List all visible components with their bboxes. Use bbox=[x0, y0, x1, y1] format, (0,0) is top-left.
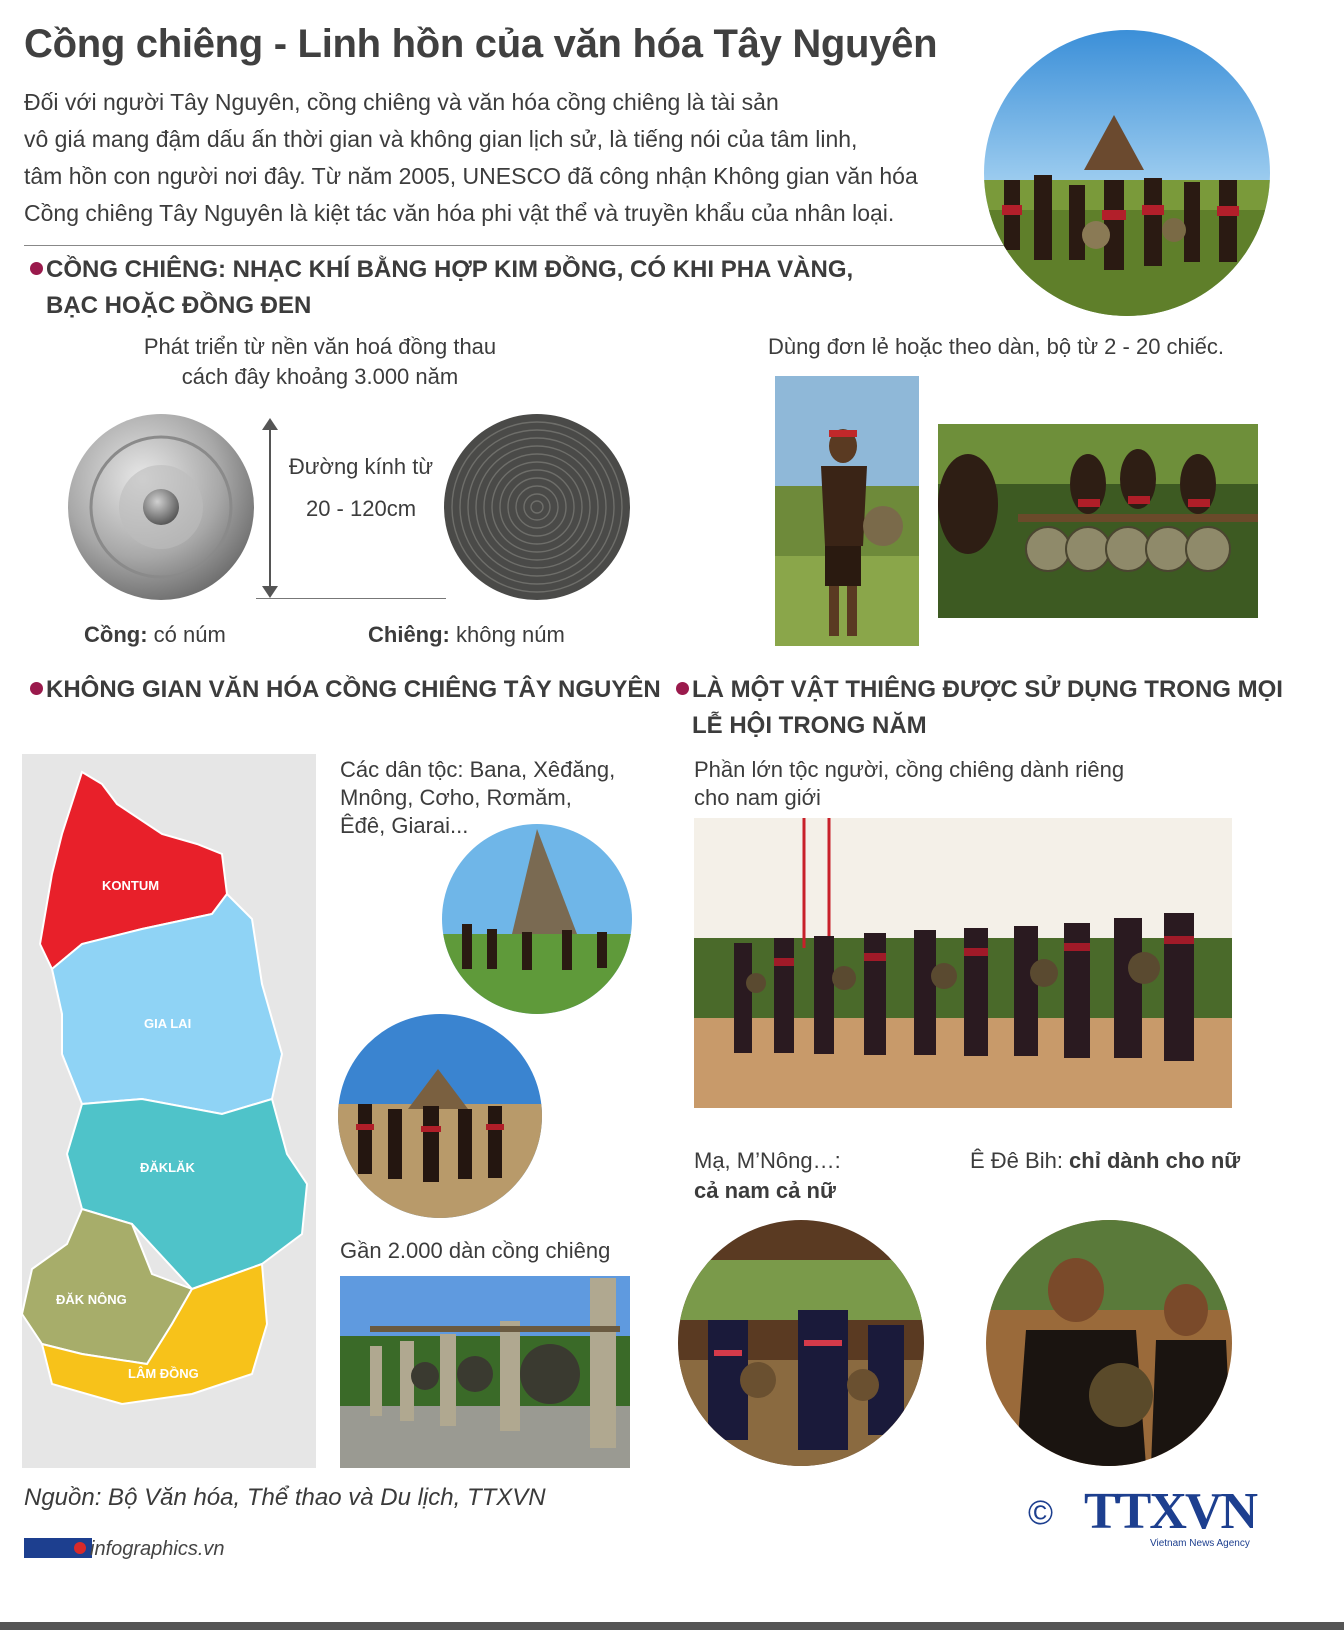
festival-photo bbox=[984, 30, 1270, 316]
male-line: Phần lớn tộc người, cồng chiêng dành riêng bbox=[694, 757, 1125, 782]
province-daknong: ĐĂK NÔNG bbox=[56, 1292, 127, 1307]
map-panel bbox=[22, 754, 316, 1468]
dancers-line-photo bbox=[694, 818, 1232, 1108]
ma-caption bbox=[694, 1146, 841, 1206]
gong-pillars-photo bbox=[340, 1276, 630, 1468]
intro-paragraph bbox=[24, 84, 1004, 232]
section-heading-space bbox=[30, 672, 661, 708]
gong-label: Cồng: bbox=[84, 622, 148, 647]
ede-label: Ê Đê Bih: bbox=[970, 1148, 1070, 1173]
heading-line: LỄ HỘI TRONG NĂM bbox=[692, 712, 927, 739]
male-line: cho nam giới bbox=[694, 785, 821, 810]
heading-line: KHÔNG GIAN VĂN HÓA CỒNG CHIÊNG TÂY NGUYÊN bbox=[46, 676, 661, 703]
gong-caption bbox=[84, 620, 226, 650]
origin-line: Phát triển từ nền văn hoá đồng thau bbox=[143, 334, 497, 359]
ethnic-line: Mnông, Cơho, Rơmăm, bbox=[340, 785, 572, 810]
ma-line: cả nam cả nữ bbox=[694, 1178, 836, 1203]
logo-subtitle: Vietnam News Agency bbox=[1150, 1538, 1250, 1549]
ttxvn-small-logo-icon bbox=[24, 1538, 92, 1558]
copyright-icon: © bbox=[1028, 1494, 1054, 1532]
province-lamdong: LÂM ĐỒNG bbox=[128, 1366, 199, 1381]
origin-caption bbox=[60, 332, 580, 392]
usage-caption: Dùng đơn lẻ hoặc theo dàn, bộ từ 2 - 20 chiếc. bbox=[768, 334, 1225, 359]
footer-bar bbox=[0, 1622, 1344, 1630]
intro-line: Cồng chiêng Tây Nguyên là kiệt tác văn hóa phi vật thể và truyền khẩu của nhân loại. bbox=[24, 200, 895, 226]
heading-line: LÀ MỘT VẬT THIÊNG ĐƯỢC SỬ DỤNG TRONG MỌI bbox=[692, 676, 1283, 703]
bullet-icon bbox=[676, 682, 689, 695]
divider bbox=[24, 245, 1034, 246]
bullet-icon bbox=[30, 682, 43, 695]
diameter-line: Đường kính từ bbox=[288, 454, 434, 479]
gong-ensemble-photo bbox=[938, 424, 1258, 618]
section-heading-sacred bbox=[676, 672, 1283, 744]
bullet-icon bbox=[30, 262, 43, 275]
ma-line: Mạ, M’Nông…: bbox=[694, 1148, 841, 1173]
page-title: Cồng chiêng - Linh hồn của văn hóa Tây Nguyên bbox=[24, 22, 938, 66]
gong-image bbox=[66, 412, 256, 602]
ethnic-line: Các dân tộc: Bana, Xêđăng, bbox=[340, 757, 616, 782]
heading-line: BẠC HOẶC ĐỒNG ĐEN bbox=[46, 292, 312, 319]
ttxvn-logo: TTXVN bbox=[1084, 1483, 1257, 1540]
gong-player-photo bbox=[775, 376, 919, 646]
diameter-caption bbox=[268, 446, 454, 530]
province-kontum: KONTUM bbox=[102, 878, 160, 893]
chieng-label: Chiêng: bbox=[368, 622, 450, 647]
intro-line: vô giá mang đậm dấu ấn thời gian và không gian lịch sử, là tiếng nói của tâm linh, bbox=[24, 126, 858, 152]
ede-desc: chỉ dành cho nữ bbox=[1069, 1148, 1241, 1173]
origin-line: cách đây khoảng 3.000 năm bbox=[181, 364, 459, 389]
chieng-image bbox=[442, 412, 632, 602]
diameter-line: 20 - 120cm bbox=[305, 496, 417, 521]
rong-house-photo bbox=[442, 824, 632, 1014]
village-festival-photo bbox=[338, 1014, 542, 1218]
section-heading-alloy bbox=[30, 252, 853, 324]
source-line: Nguồn: Bộ Văn hóa, Thể thao và Du lịch, TTXVN bbox=[24, 1484, 546, 1511]
women-gong-photo bbox=[986, 1220, 1232, 1466]
sets-caption: Gần 2.000 dàn cồng chiêng bbox=[340, 1238, 611, 1263]
ethnic-line: Êđê, Giarai... bbox=[340, 813, 469, 838]
province-daklak: ĐĂKLĂK bbox=[140, 1160, 195, 1175]
male-caption bbox=[694, 756, 1124, 812]
site-link[interactable]: infographics.vn bbox=[90, 1538, 225, 1560]
ethnic-caption bbox=[340, 756, 615, 840]
chieng-desc: không núm bbox=[449, 622, 565, 647]
intro-line: tâm hồn con người nơi đây. Từ năm 2005, UNESCO đã công nhận Không gian văn hóa bbox=[24, 163, 918, 189]
ede-caption bbox=[970, 1146, 1240, 1176]
heading-line: CỒNG CHIÊNG: NHẠC KHÍ BẰNG HỢP KIM ĐỒNG, CÓ KHI PHA VÀNG, bbox=[46, 256, 854, 283]
province-gialai: GIA LAI bbox=[144, 1016, 192, 1031]
gong-desc: có núm bbox=[147, 622, 226, 647]
mixed-gender-photo bbox=[678, 1220, 924, 1466]
intro-line: Đối với người Tây Nguyên, cồng chiêng và văn hóa cồng chiêng là tài sản bbox=[24, 89, 779, 115]
chieng-caption bbox=[368, 620, 565, 650]
diameter-baseline bbox=[256, 598, 446, 599]
